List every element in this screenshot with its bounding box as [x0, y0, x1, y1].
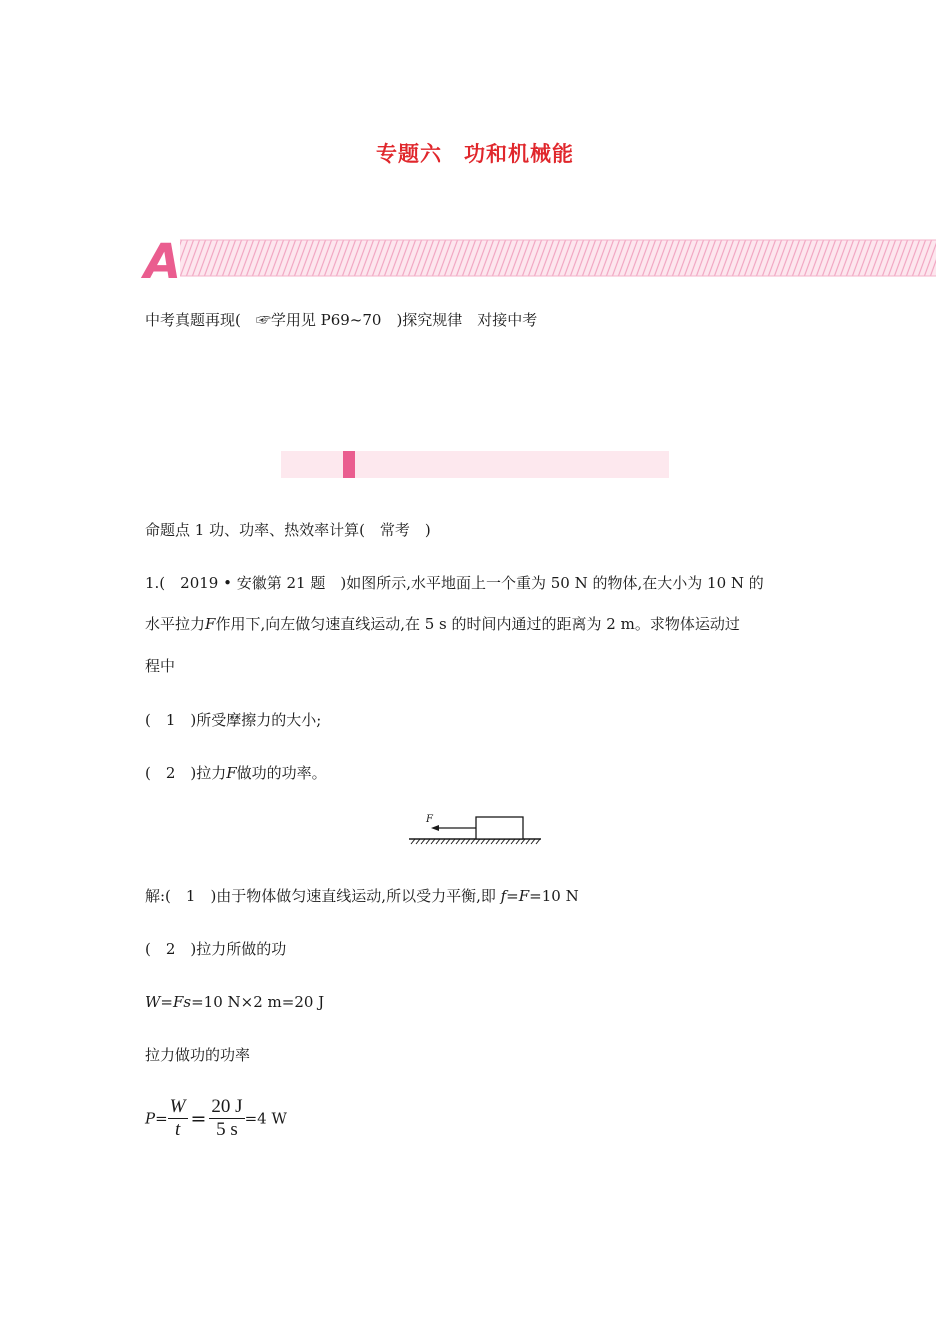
- solution-line-1: 解:( 1 )由于物体做匀速直线运动,所以受力平衡,即 f=F=10 N: [145, 887, 579, 905]
- variable-f: F: [226, 764, 237, 782]
- fraction-20j-over-5s: $\frac{20 J}{5 s}$: [211, 1096, 243, 1140]
- question-line-1: 1.( 2019 • 安徽第 21 题 )如图所示,水平地面上一个重为 50 N 的物体,在大小为 10 N 的: [145, 574, 764, 592]
- section-intro: 中考真题再现( ☞学用见 P69~70 )探究规律 对接中考: [145, 311, 538, 329]
- sub-question-1: ( 1 )所受摩擦力的大小;: [145, 711, 322, 729]
- question-line-3: 程中: [145, 657, 176, 675]
- topic-band-marker: [343, 451, 355, 478]
- variable-f: F: [205, 615, 216, 633]
- section-a-banner: [140, 236, 940, 282]
- section-letter: A: [144, 236, 182, 282]
- question-line-2: 水平拉力F作用下,向左做匀速直线运动,在 5 s 的时间内通过的距离为 2 m。求物体运动过: [145, 615, 740, 633]
- topic-band: [281, 451, 669, 478]
- block: [476, 817, 523, 839]
- solution-line-2: ( 2 )拉力所做的功: [145, 940, 287, 958]
- fraction-w-over-t: $\frac{W}{t}$: [169, 1096, 186, 1140]
- solution-line-4: 拉力做功的功率: [145, 1046, 251, 1064]
- force-label: F: [426, 814, 433, 825]
- page-title: 专题六 功和机械能: [376, 142, 574, 166]
- power-formula: P= $\frac{W}{t}$ = $\frac{20 J}{5 s}$ =4 W: [145, 1096, 287, 1140]
- force-diagram: [405, 808, 545, 848]
- solution-line-3: W=Fs=10 N×2 m=20 J: [145, 993, 325, 1011]
- topic-heading: 命题点 1 功、功率、热效率计算( 常考 ): [145, 521, 431, 539]
- sub-question-2: ( 2 )拉力F做功的功率。: [145, 764, 327, 782]
